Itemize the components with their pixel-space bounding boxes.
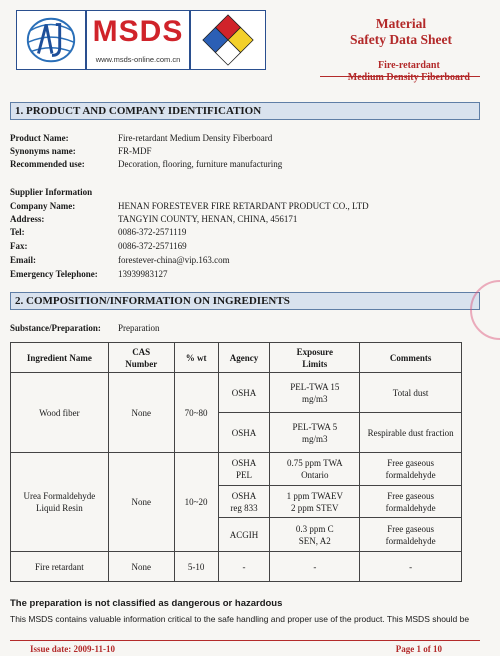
urea-agency-2a: OSHA [231,490,257,501]
address-value: TANGYIN COUNTY, HENAN, CHINA, 456171 [118,214,298,224]
urea-name [11,453,109,552]
wood-limit-1b: mg/m3 [302,393,328,404]
wood-agency-1: OSHA [218,373,270,413]
col-ingredient: Ingredient Name [11,343,109,373]
composition-table [10,342,462,582]
address-label: Address: [10,214,45,224]
urea-limit-2a: 1 ppm TWAEV [286,490,343,501]
hazard-diamond-box [190,10,266,70]
urea-limit-3 [270,518,360,552]
email-value[interactable]: forestever-china@vip.163.com [118,255,230,265]
urea-agency-1 [218,453,270,486]
wood-name: Wood fiber [11,373,109,453]
company-name-value: HENAN FORESTEVER FIRE RETARDANT PRODUCT CO., LTD [118,201,369,211]
synonyms-label: Synonyms name: [10,146,76,156]
col-agency: Agency [218,343,270,373]
globe-logo-icon [17,11,85,69]
page-number: Page 1 of 10 [395,644,442,654]
msds-paragraph: This MSDS contains valuable information critical to the safe handling and proper use of the product. This MSDS should be [10,614,470,624]
urea-comment-2b: formaldehyde [385,502,436,513]
urea-comment-1a: Free gaseous [387,458,434,468]
company-name-label: Company Name: [10,201,76,211]
table-row [11,453,462,486]
fire-agency: - [218,552,270,582]
urea-limit-1 [270,453,360,486]
msds-brand-box [86,10,190,70]
urea-limit-1a: 0.75 ppm TWA [287,458,343,468]
urea-cas: None [108,453,174,552]
recommended-use-value: Decoration, flooring, furniture manufacturing [118,159,283,169]
col-exposure [270,343,360,373]
issue-date: Issue date: 2009-11-10 [30,644,115,654]
col-cas [108,343,174,373]
urea-agency-1a: OSHA [231,458,257,468]
wood-limit-1 [270,373,360,413]
wood-limit-2 [270,413,360,453]
section-1-header: 1. PRODUCT AND COMPANY IDENTIFICATION [10,102,480,120]
wood-limit-2a: PEL-TWA 5 [292,421,338,432]
urea-comment-1b: formaldehyde [385,470,436,480]
urea-comment-2 [360,486,462,518]
cas-line-2: Number [125,358,158,369]
email-label: Email: [10,255,36,265]
urea-wt: 10~20 [174,453,218,552]
document-title [350,16,452,48]
wood-cas: None [108,373,174,453]
synonyms-value: FR-MDF [118,146,152,156]
urea-limit-1b: Ontario [301,470,329,480]
table-row [11,373,462,413]
urea-comment-3 [360,518,462,552]
nfpa-diamond-icon [191,11,265,69]
wood-limit-1a: PEL-TWA 15 [290,381,340,392]
table-row [11,552,462,582]
urea-name-1: Urea Formaldehyde [23,491,96,501]
urea-comment-1 [360,453,462,486]
tel-value: 0086-372-2571119 [118,227,187,237]
col-wt: % wt [174,343,218,373]
title-line-1: Material [375,16,427,31]
table-header-row [11,343,462,373]
wood-comment-1: Total dust [360,373,462,413]
wood-wt: 70~80 [174,373,218,453]
urea-comment-3b: formaldehyde [385,535,436,546]
cas-line-1: CAS [132,346,151,357]
urea-limit-2 [270,486,360,518]
product-line-1: Fire-retardant [377,60,440,71]
urea-limit-2b: 2 ppm STEV [291,502,339,513]
exposure-line-2: Limits [302,358,328,369]
wood-comment-2: Respirable dust fraction [360,413,462,453]
document-header [0,0,500,90]
urea-limit-3a: 0.3 ppm C [295,523,334,534]
product-name-label: Product Name: [10,133,69,143]
col-comments: Comments [360,343,462,373]
msds-brand-text: MSDS [92,15,184,48]
title-underline [320,76,480,77]
wood-limit-2b: mg/m3 [302,433,328,444]
substance-value: Preparation [118,323,160,333]
msds-url: www.msds-online.com.cn [95,55,181,64]
fax-label: Fax: [10,241,28,251]
emergency-value: 13939983127 [118,269,168,279]
urea-name-2: Liquid Resin [36,503,83,513]
fire-name: Fire retardant [11,552,109,582]
product-name-value: Fire-retardant Medium Density Fiberboard [118,133,273,143]
footer-rule [10,640,480,641]
urea-agency-2 [218,486,270,518]
fire-cas: None [108,552,174,582]
title-line-2: Safety Data Sheet [350,32,452,47]
urea-comment-2a: Free gaseous [387,490,434,501]
product-line-2: Medium Density Fiberboard [347,72,470,83]
supplier-info-label: Supplier Information [10,187,93,197]
fax-value: 0086-372-2571169 [118,241,187,251]
urea-limit-3b: SEN, A2 [298,535,331,546]
exposure-line-1: Exposure [296,346,333,357]
urea-agency-1b: PEL [235,470,252,480]
product-title [348,60,470,84]
company-logo [16,10,86,70]
fire-wt: 5-10 [174,552,218,582]
emergency-label: Emergency Telephone: [10,269,98,279]
urea-agency-2b: reg 833 [230,502,258,513]
section-2-header: 2. COMPOSITION/INFORMATION ON INGREDIENTS [10,292,480,310]
wood-agency-2: OSHA [218,413,270,453]
substance-label: Substance/Preparation: [10,323,101,333]
urea-agency-3: ACGIH [218,518,270,552]
fire-comment: - [360,552,462,582]
fire-limit: - [270,552,360,582]
recommended-use-label: Recommended use: [10,159,85,169]
urea-comment-3a: Free gaseous [387,523,434,534]
classification-statement: The preparation is not classified as dangerous or hazardous [10,598,283,609]
red-seal-stamp [470,280,500,340]
tel-label: Tel: [10,227,25,237]
